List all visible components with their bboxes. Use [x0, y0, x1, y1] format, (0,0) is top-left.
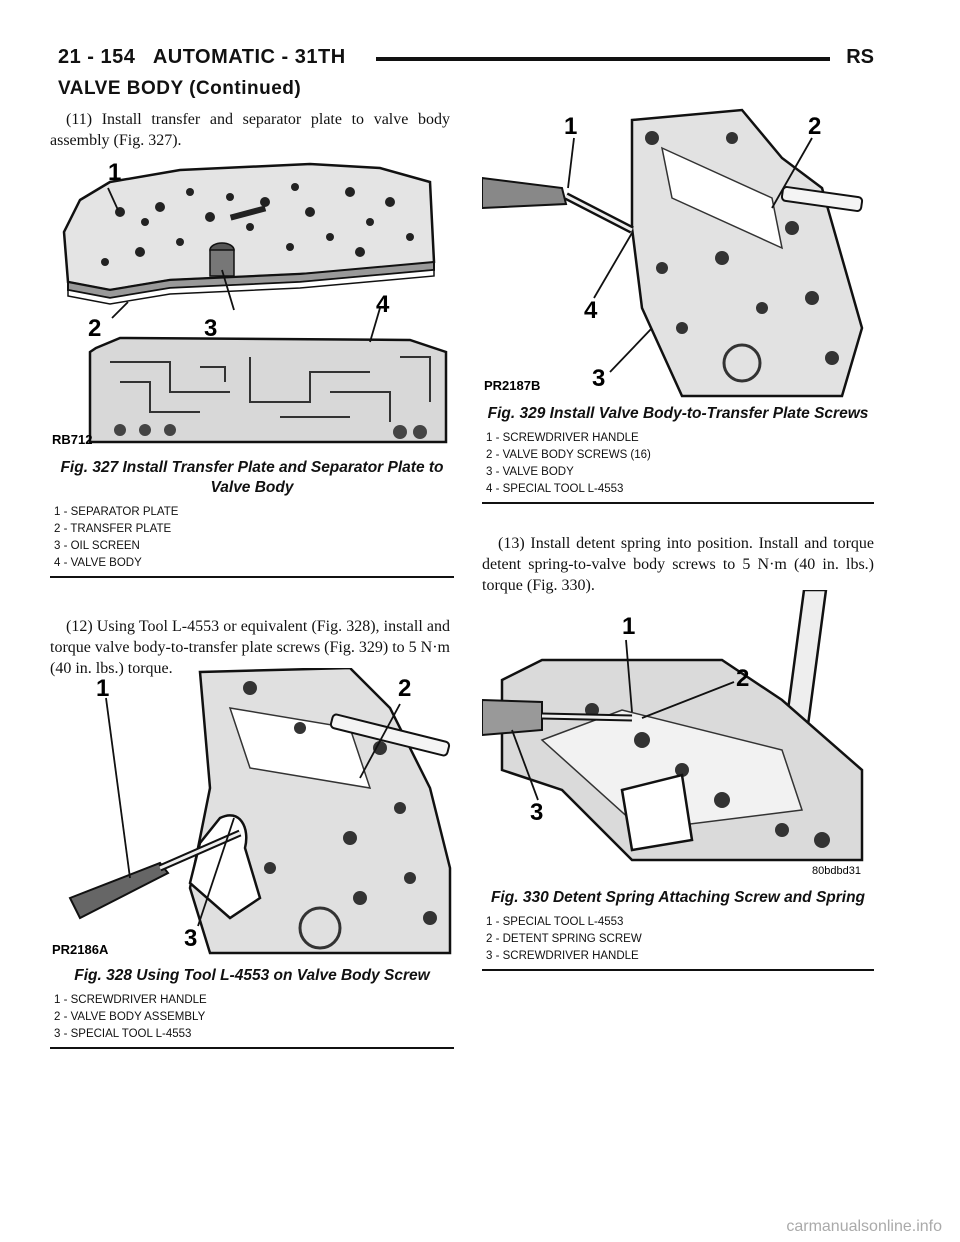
step-13: (13) Install detent spring into position. Install and torque detent spring-to-valve body screws to 5 N·m (40 in. lbs.) torque (Fig. 330). [482, 535, 874, 594]
figure-329-illustration [482, 108, 874, 398]
figure-330-rule [482, 969, 874, 971]
figure-327-illustration [50, 152, 454, 452]
figure-328-legend-item: 3 - SPECIAL TOOL L-4553 [54, 1028, 192, 1040]
figure-329-legend-item: 4 - SPECIAL TOOL L-4553 [486, 483, 624, 495]
figure-329-callout-3: 3 [592, 365, 606, 392]
figure-330 [482, 590, 874, 971]
figure-330-code: 80bdbd31 [812, 865, 861, 877]
figure-329-code: PR2187B [484, 378, 541, 393]
figure-328-callout-1: 1 [96, 675, 110, 702]
figure-330-legend-item: 1 - SPECIAL TOOL L-4553 [486, 916, 624, 928]
page-header [58, 44, 874, 74]
figure-330-callout-3: 3 [530, 799, 544, 826]
figure-328-legend-item: 2 - VALVE BODY ASSEMBLY [54, 1011, 206, 1023]
figure-330-illustration [482, 590, 874, 882]
figure-327-callout-4: 4 [376, 291, 390, 318]
figure-330-callout-2: 2 [736, 665, 750, 692]
figure-328-legend-item: 1 - SCREWDRIVER HANDLE [54, 994, 207, 1006]
figure-329-legend-item: 3 - VALVE BODY [486, 466, 574, 478]
figure-328-illustration [50, 668, 454, 960]
figure-329-caption: Fig. 329 Install Valve Body-to-Transfer Plate Screws [487, 405, 869, 422]
header-rule [376, 57, 830, 61]
step-12: (12) Using Tool L-4553 or equivalent (Fig. 328), install and torque valve body-to-transfer plate screws (Fig. 329) to 5 N·m (40 in. lbs.) torque. [50, 618, 450, 677]
figure-327-legend-item: 2 - TRANSFER PLATE [54, 523, 172, 535]
figure-329-callout-2: 2 [808, 113, 822, 140]
figure-327-legend-item: 3 - OIL SCREEN [54, 540, 140, 552]
figure-330-callout-1: 1 [622, 613, 636, 640]
figure-327-legend-item: 1 - SEPARATOR PLATE [54, 506, 179, 518]
figure-329-rule [482, 502, 874, 504]
figure-329 [482, 108, 874, 504]
figure-329-legend-item: 1 - SCREWDRIVER HANDLE [486, 432, 639, 444]
figure-327-callout-2: 2 [88, 315, 102, 342]
figure-330-legend-item: 3 - SCREWDRIVER HANDLE [486, 950, 639, 962]
figure-328-rule [50, 1047, 454, 1049]
figure-327-code: RB712 [52, 432, 93, 447]
figure-327-legend-item: 4 - VALVE BODY [54, 557, 142, 569]
figure-327-rule [50, 576, 454, 578]
figure-329-legend-item: 2 - VALVE BODY SCREWS (16) [486, 449, 651, 461]
section-title: VALVE BODY (Continued) [58, 78, 302, 99]
watermark: carmanualsonline.info [786, 1218, 942, 1235]
figure-328-callout-3: 3 [184, 925, 198, 952]
figure-327-caption: Fig. 327 Install Transfer Plate and Separator Plate to Valve Body [60, 459, 444, 496]
page-number-label: 21 - 154 AUTOMATIC - 31TH [58, 46, 346, 68]
header-code: RS [846, 46, 874, 68]
figure-330-legend-item: 2 - DETENT SPRING SCREW [486, 933, 642, 945]
figure-330-caption: Fig. 330 Detent Spring Attaching Screw and Spring [490, 889, 866, 906]
figure-327-callout-3: 3 [204, 315, 218, 342]
figure-328-callout-2: 2 [398, 675, 412, 702]
step-11: (11) Install transfer and separator plate to valve body assembly (Fig. 327). [50, 111, 450, 149]
figure-327-callout-1: 1 [108, 159, 122, 186]
figure-328 [50, 668, 454, 1049]
figure-328-caption: Fig. 328 Using Tool L-4553 on Valve Body Screw [74, 967, 430, 984]
figure-328-code: PR2186A [52, 942, 109, 957]
figure-327 [50, 152, 454, 578]
figure-329-callout-4: 4 [584, 297, 598, 324]
figure-329-callout-1: 1 [564, 113, 578, 140]
